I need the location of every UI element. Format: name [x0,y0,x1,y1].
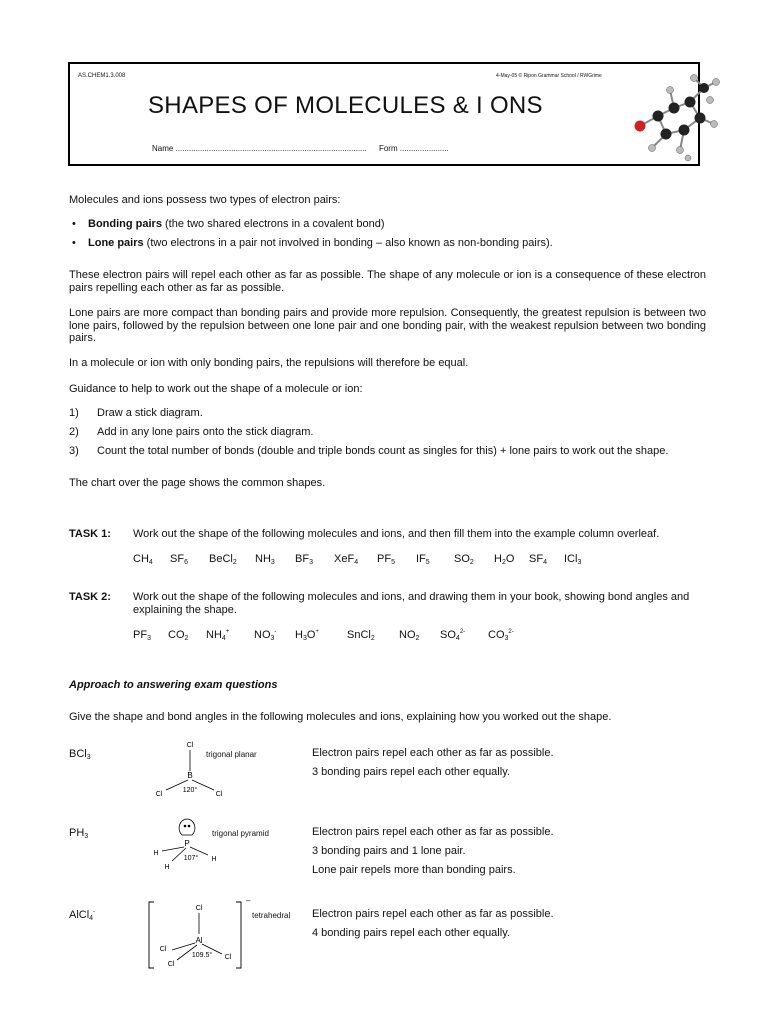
atom-label: Cl [167,961,175,968]
chart-note: The chart over the page shows the common shapes. [69,477,326,489]
bullet-marker: • [72,237,76,249]
shape-label: trigonal pyramid [212,829,269,838]
bullet-item [88,237,553,249]
paragraph: Lone pairs are more compact than bonding pairs and provide more repulsion. Consequently, the greatest repulsion is between two lone pairs, followed by the repulsion between one lone pair and one bonding pair, with the weakest repulsion between two bonding pairs. [69,307,706,344]
bond-angle: 107° [183,855,199,862]
intro-text: Molecules and ions possess two types of electron pairs: [69,194,341,206]
example-formula: BCl$_3$ [69,748,91,761]
atom-label: Cl [159,946,167,953]
atom-label: Cl [155,791,163,798]
header-box [68,62,700,166]
paragraph: These electron pairs will repel each other as far as possible. The shape of any molecule or ion is a consequence of these electron pairs repelling each other as far as possible. [69,269,706,294]
task2-label: TASK 2: [69,591,111,603]
shape-label: tetrahedral [252,911,291,920]
left-bracket [149,902,154,968]
bullet-desc: (the two shared electrons in a covalent bond) [161,218,385,230]
task1-text: Work out the shape of the following molecules and ions, and then fill them into the example column overleaf. [133,528,660,540]
explanation-line: Lone pair repels more than bonding pairs. [312,864,516,876]
step-text: Count the total number of bonds (double and triple bonds count as singles for this) + lone pairs to work out the shape. [97,445,669,457]
paragraph: In a molecule or ion with only bonding pairs, the repulsions will therefore be equal. [69,357,469,369]
species-item: $CH_4$ [133,553,153,566]
name-form-row [152,144,449,153]
explanation-line: 4 bonding pairs repel each other equally. [312,927,510,939]
document-code: AS.CHEM1.3.008 [78,73,126,79]
step-number: 2) [69,426,79,438]
example-explanation [312,823,554,880]
document-date: 4-May-05 © Ripon Grammar School / RWGrime [496,73,602,79]
example-formula: $PH_3$ [69,827,89,840]
page-title: SHAPES OF MOLECULES & I ONS [148,92,543,119]
example-explanation [312,744,554,782]
explanation-line: 3 bonding pairs and 1 lone pair. [312,845,466,857]
atom-label: Cl [215,791,223,798]
species-item: BeCl$_2$ [209,553,237,566]
name-field: Name ...................................................................................... [152,144,367,153]
species-item: $NO_3^-$ [254,629,277,642]
species-item: $H_3O^+$ [295,629,319,642]
shape-label: trigonal planar [206,750,257,759]
task1-label: TASK 1: [69,528,111,540]
species-item: $NH_4^+$ [206,629,230,642]
atom-label: Al [195,936,203,945]
paragraph: Guidance to help to work out the shape of a molecule or ion: [69,383,363,395]
atom-label: Cl [186,742,194,749]
species-item: $CO_3^{2-}$ [488,629,514,642]
step-number: 3) [69,445,79,457]
species-item: $SO_2$ [454,553,474,566]
explanation-line: Electron pairs repel each other as far as possible. [312,826,554,838]
species-item: ICl$_3$ [564,553,582,566]
bond-angle: 109.5° [191,952,213,959]
task2-text: Work out the shape of the following molecules and ions, and drawing them in your book, showing bond angles and explaining the shape. [133,591,690,616]
species-item: $NO_2$ [399,629,420,642]
species-item: $NH_3$ [255,553,275,566]
species-item: $H_2O$ [494,553,515,566]
atom-label: P [184,839,190,848]
form-field: Form ...................... [378,144,449,153]
approach-instruction: Give the shape and bond angles in the following molecules and ions, explaining how you worked out the shape. [69,711,612,723]
electron-dot [184,825,187,828]
species-item: $SF_4$ [529,553,547,566]
species-item: SnCl$_2$ [347,629,375,642]
species-item: $SO_4^{2-}$ [440,629,466,642]
molecule-model-image [622,70,722,162]
electron-dot [188,825,191,828]
bullet-term: Bonding pairs [88,218,162,230]
species-item: $PF_3$ [133,629,151,642]
example-formula: AlCl$_4$- [69,909,96,922]
lone-pair-lobe [179,819,195,835]
approach-heading: Approach to answering exam questions [69,679,278,691]
step-text: Add in any lone pairs onto the stick diagram. [97,426,314,438]
explanation-line: 3 bonding pairs repel each other equally. [312,766,510,778]
species-item: $BF_3$ [295,553,313,566]
atom-label: Cl [224,954,232,961]
bond-angle: 120° [182,787,198,794]
bcl3-diagram [146,738,246,800]
atom-label: H [164,864,170,871]
species-item: $SF_6$ [170,553,188,566]
atom-label: H [211,856,217,863]
example-explanation [312,905,554,943]
step-number: 1) [69,407,79,419]
bullet-marker: • [72,218,76,230]
atom-label: Cl [195,905,203,912]
bullet-item [88,218,385,230]
atom-label: H [153,850,159,857]
charge-label: – [246,896,251,905]
explanation-line: Electron pairs repel each other as far as possible. [312,747,554,759]
bullet-desc: (two electrons in a pair not involved in bonding – also known as non-bonding pairs). [143,237,553,249]
right-bracket [236,902,241,968]
atom-label: B [187,771,193,780]
alcl4-diagram [140,896,250,974]
bullet-term: Lone pairs [88,237,144,249]
explanation-line: Electron pairs repel each other as far as possible. [312,908,554,920]
species-item: $CO_2$ [168,629,189,642]
species-item: XeF$_4$ [334,553,359,566]
species-item: $PF_5$ [377,553,395,566]
ph3-diagram [146,813,246,875]
species-item: $IF_5$ [416,553,430,566]
step-text: Draw a stick diagram. [97,407,203,419]
